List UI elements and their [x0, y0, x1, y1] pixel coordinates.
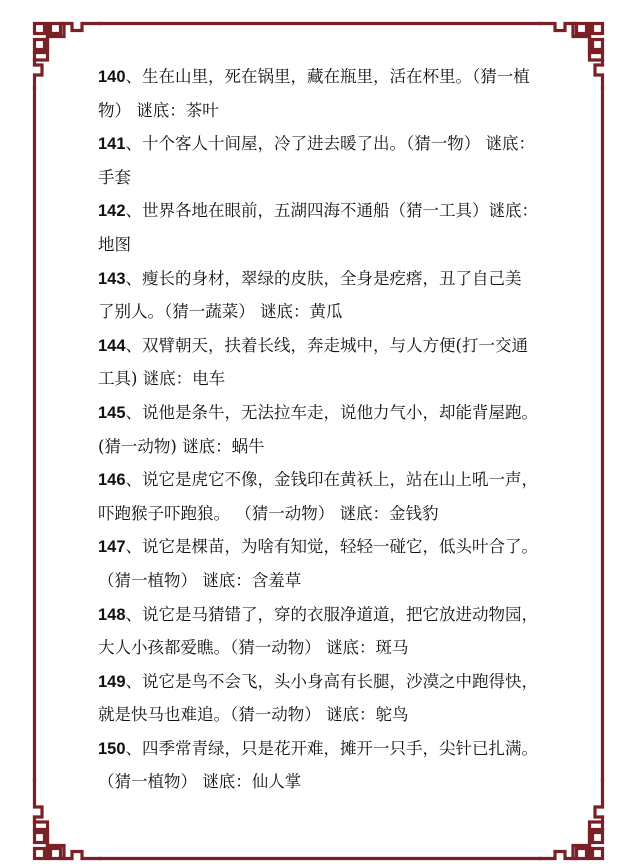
riddle-line	[98, 396, 558, 430]
riddle-line	[98, 262, 558, 296]
riddle-number: 144	[98, 336, 126, 355]
riddle-141	[98, 127, 558, 194]
riddle-143	[98, 262, 558, 329]
riddle-text: 、说他是条牛，无法拉车走，说他力气小，却能背屋跑。	[125, 402, 539, 422]
riddle-142	[98, 194, 558, 261]
riddle-answer-line: 工具) 谜底：电车	[98, 369, 226, 389]
riddle-145	[98, 396, 558, 463]
riddle-140	[98, 60, 558, 127]
riddle-line	[98, 598, 558, 632]
riddle-number: 140	[98, 68, 126, 86]
riddle-text: 、说它是虎它不像，金钱印在黄袄上，站在山上吼一声，	[125, 470, 539, 490]
riddle-text: 、双臂朝天，扶着长线，奔走城中，与人方便(打一交通	[125, 335, 528, 355]
riddle-144	[98, 329, 558, 396]
riddle-150	[98, 732, 558, 799]
riddle-number: 150	[98, 739, 126, 758]
riddle-number: 142	[98, 202, 126, 221]
riddle-line	[98, 530, 558, 564]
riddle-answer-line: （猜一植物） 谜底：含羞草	[98, 570, 302, 590]
riddle-answer-line: 了别人。（猜一蔬菜） 谜底：黄瓜	[98, 302, 343, 322]
corner-ornament-top-left	[35, 24, 101, 89]
riddle-146	[98, 463, 558, 530]
riddle-text: 、四季常青绿，只是花开难，摊开一只手，尖针已扎满。	[125, 738, 539, 758]
riddle-answer-line: （猜一植物） 谜底：仙人掌	[98, 772, 302, 792]
riddle-line	[98, 127, 558, 161]
riddle-answer-line: 吓跑猴子吓跑狼。 （猜一动物） 谜底：金钱豹	[98, 503, 439, 523]
riddle-list	[98, 60, 558, 799]
riddle-number: 148	[98, 605, 126, 624]
riddle-text: 、十个客人十间屋，冷了进去暖了出。（猜一物） 谜底：	[125, 134, 536, 154]
riddle-text: 、瘦长的身材，翠绿的皮肤，全身是疙瘩，丑了自己美	[125, 268, 522, 288]
riddle-text: 、生在山里，死在锅里，藏在瓶里，活在杯里。（猜一植	[125, 67, 530, 86]
riddle-number: 143	[98, 269, 126, 288]
riddle-149	[98, 665, 558, 732]
riddle-number: 146	[98, 471, 126, 490]
riddle-line	[98, 665, 558, 699]
riddle-text: 、说它是鸟不会飞，头小身高有长腿，沙漠之中跑得快，	[125, 671, 539, 691]
corner-ornament-bottom-left	[35, 780, 101, 859]
riddle-answer-line: 手套	[98, 167, 131, 187]
riddle-answer-line: (猜一动物) 谜底：蜗牛	[98, 436, 265, 456]
riddle-answer-line: 物） 谜底：茶叶	[98, 100, 219, 120]
riddle-answer-line: 就是快马也难追。（猜一动物） 谜底：鸵鸟	[98, 705, 409, 725]
riddle-line	[98, 732, 558, 766]
riddle-148	[98, 598, 558, 665]
riddle-147	[98, 530, 558, 597]
riddle-number: 141	[98, 135, 126, 154]
riddle-text: 、世界各地在眼前，五湖四海不通船（猜一工具）谜底：	[125, 201, 539, 221]
riddle-number: 145	[98, 403, 126, 422]
riddle-number: 147	[98, 538, 126, 557]
riddle-line	[98, 194, 558, 228]
riddle-line	[98, 329, 558, 363]
riddle-line	[98, 463, 558, 497]
riddle-number: 149	[98, 672, 126, 691]
riddle-answer-line: 地图	[98, 234, 131, 254]
riddle-text: 、说它是棵苗，为啥有知觉，轻轻一碰它，低头叶合了。	[125, 537, 539, 557]
riddle-line	[98, 60, 558, 94]
riddle-answer-line: 大人小孩都爱瞧。（猜一动物） 谜底：斑马	[98, 638, 409, 658]
riddle-text: 、说它是马猜错了，穿的衣服净道道，把它放进动物园，	[125, 604, 539, 624]
